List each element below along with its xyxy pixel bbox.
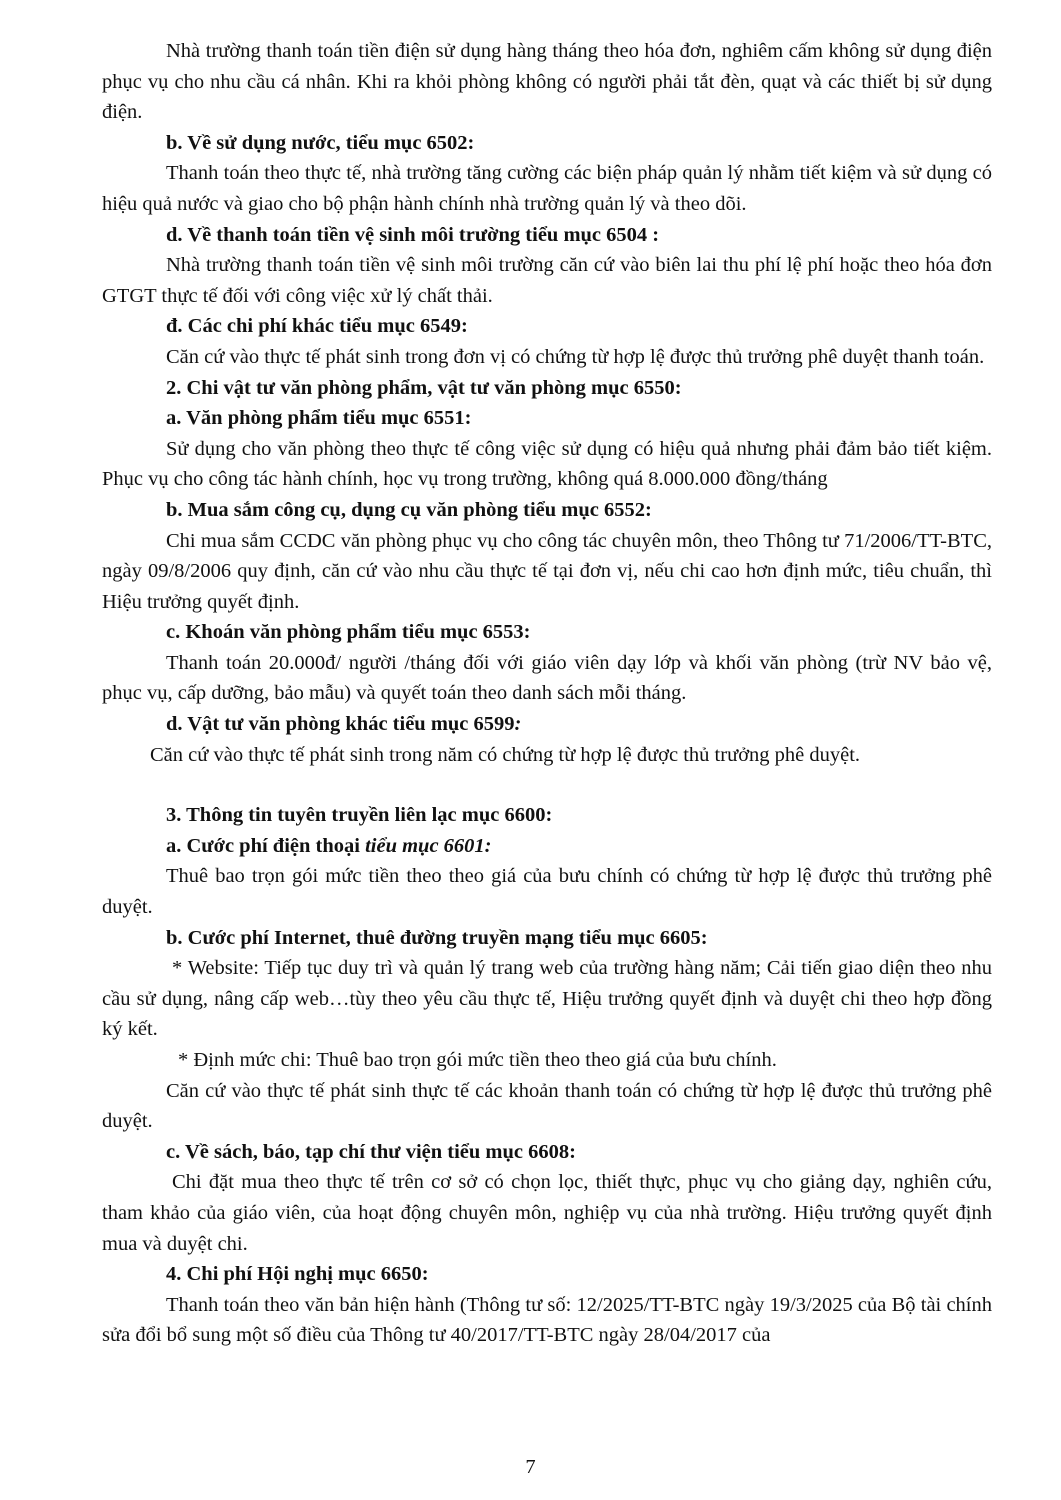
heading-telephone: [102, 831, 992, 862]
blank-line: [102, 770, 992, 800]
heading-telephone-italic: tiểu mục 6601:: [365, 834, 492, 857]
heading-section-4: 4. Chi phí Hội nghị mục 6650:: [166, 1263, 429, 1286]
heading-library: c. Về sách, báo, tạp chí thư viện tiểu mục 6608:: [166, 1140, 576, 1163]
paragraph-electricity: Nhà trường thanh toán tiền điện sử dụng hàng tháng theo hóa đơn, nghiêm cấm không sử dụng điện phục vụ cho nhu cầu cá nhân. Khi ra khỏi phòng không có người phải tắt đèn, quạt và các thiết bị sử dụng điện.: [102, 40, 992, 124]
paragraph-sanitation: Nhà trường thanh toán tiền vệ sinh môi trường căn cứ vào biên lai thu phí lệ phí hoặc theo hóa đơn GTGT thực tế đối với công việc xử lý chất thải.: [102, 254, 992, 307]
paragraph-stationery-allowance: Thanh toán 20.000đ/ người /tháng đối với giáo viên dạy lớp và khối văn phòng (trừ NV bảo vệ, phục vụ, cấp dưỡng, bảo mẫu) và quyết toán theo danh sách mỗi tháng.: [102, 651, 992, 705]
paragraph-internet-basis: Căn cứ vào thực tế phát sinh thực tế các khoản thanh toán có chứng từ hợp lệ được thủ trưởng phê duyệt.: [102, 1079, 992, 1133]
heading-telephone-text: a. Cước phí điện thoại: [166, 834, 366, 857]
paragraph-stationery: Sử dụng cho văn phòng theo thực tế công việc sử dụng có hiệu quả nhưng phải đảm bảo tiết kiệm. Phục vụ cho công tác hành chính, học vụ trong trường, không quá 8.000.000 đồng/tháng: [102, 437, 992, 491]
heading-section-2: 2. Chi vật tư văn phòng phẩm, vật tư văn phòng mục 6550:: [166, 376, 682, 399]
paragraph-library: Chi đặt mua theo thực tế trên cơ sở có chọn lọc, thiết thực, phục vụ cho giảng dạy, nghiên cứu, tham khảo của giáo viên, của hoạt động chuyên môn, nghiệp vụ của nhà trường. Hiệu trưởng quyết định mua và duyệt chi.: [102, 1171, 992, 1255]
heading-internet: b. Cước phí Internet, thuê đường truyền mạng tiểu mục 6605:: [166, 926, 708, 949]
document-page: [102, 36, 992, 1351]
paragraph-office-tools: Chi mua sắm CCDC văn phòng phục vụ cho công tác chuyên môn, theo Thông tư 71/2006/TT-BTC, ngày 09/8/2006 quy định, căn cứ vào nhu cầu thực tế tại đơn vị, nếu chi cao hơn định mức, tiêu chuẩn, thì Hiệu trưởng quyết định.: [102, 529, 992, 613]
heading-sanitation: d. Về thanh toán tiền vệ sinh môi trường tiểu mục 6504 :: [166, 223, 660, 246]
heading-other-office-supplies: [102, 709, 992, 740]
heading-other-office-supplies-text: d. Vật tư văn phòng khác tiểu mục 6599: [166, 713, 515, 736]
heading-other-office-supplies-colon: :: [514, 713, 522, 736]
heading-stationery: a. Văn phòng phẩm tiểu mục 6551:: [166, 407, 472, 430]
paragraph-conference: Thanh toán theo văn bản hiện hành (Thông tư số: 12/2025/TT-BTC ngày 19/3/2025 của Bộ tài chính sửa đổi bổ sung một số điều của Thông tư 40/2017/TT-BTC ngày 28/04/2017 của: [102, 1293, 992, 1347]
page-number: 7: [525, 1456, 536, 1478]
heading-stationery-allowance: c. Khoán văn phòng phẩm tiểu mục 6553:: [166, 621, 531, 644]
paragraph-norm: * Định mức chi: Thuê bao trọn gói mức tiền theo theo giá của bưu chính.: [178, 1049, 777, 1071]
heading-office-tools: b. Mua sắm công cụ, dụng cụ văn phòng tiểu mục 6552:: [166, 498, 652, 521]
paragraph-other-office-supplies: Căn cứ vào thực tế phát sinh trong năm có chứng từ hợp lệ được thủ trưởng phê duyệt.: [150, 743, 861, 766]
heading-water: b. Về sử dụng nước, tiểu mục 6502:: [166, 131, 475, 154]
paragraph-telephone: Thuê bao trọn gói mức tiền theo theo giá của bưu chính có chứng từ hợp lệ được thủ trưởng phê duyệt.: [102, 865, 992, 919]
paragraph-other-costs: Căn cứ vào thực tế phát sinh trong đơn vị có chứng từ hợp lệ được thủ trưởng phê duyệt thanh toán.: [166, 345, 985, 368]
heading-section-3: 3. Thông tin tuyên truyền liên lạc mục 6600:: [166, 804, 553, 827]
paragraph-website: * Website: Tiếp tục duy trì và quản lý trang web của trường hàng năm; Cải tiến giao diện theo nhu cầu sử dụng, nâng cấp web…tùy theo yêu cầu thực tế, Hiệu trưởng quyết định và duyệt chi theo hợp đồng ký kết.: [102, 957, 992, 1041]
paragraph-water: Thanh toán theo thực tế, nhà trường tăng cường các biện pháp quản lý nhằm tiết kiệm và sử dụng có hiệu quả nước và giao cho bộ phận hành chính nhà trường quản lý và theo dõi.: [102, 162, 992, 215]
heading-other-costs: đ. Các chi phí khác tiểu mục 6549:: [166, 315, 468, 338]
